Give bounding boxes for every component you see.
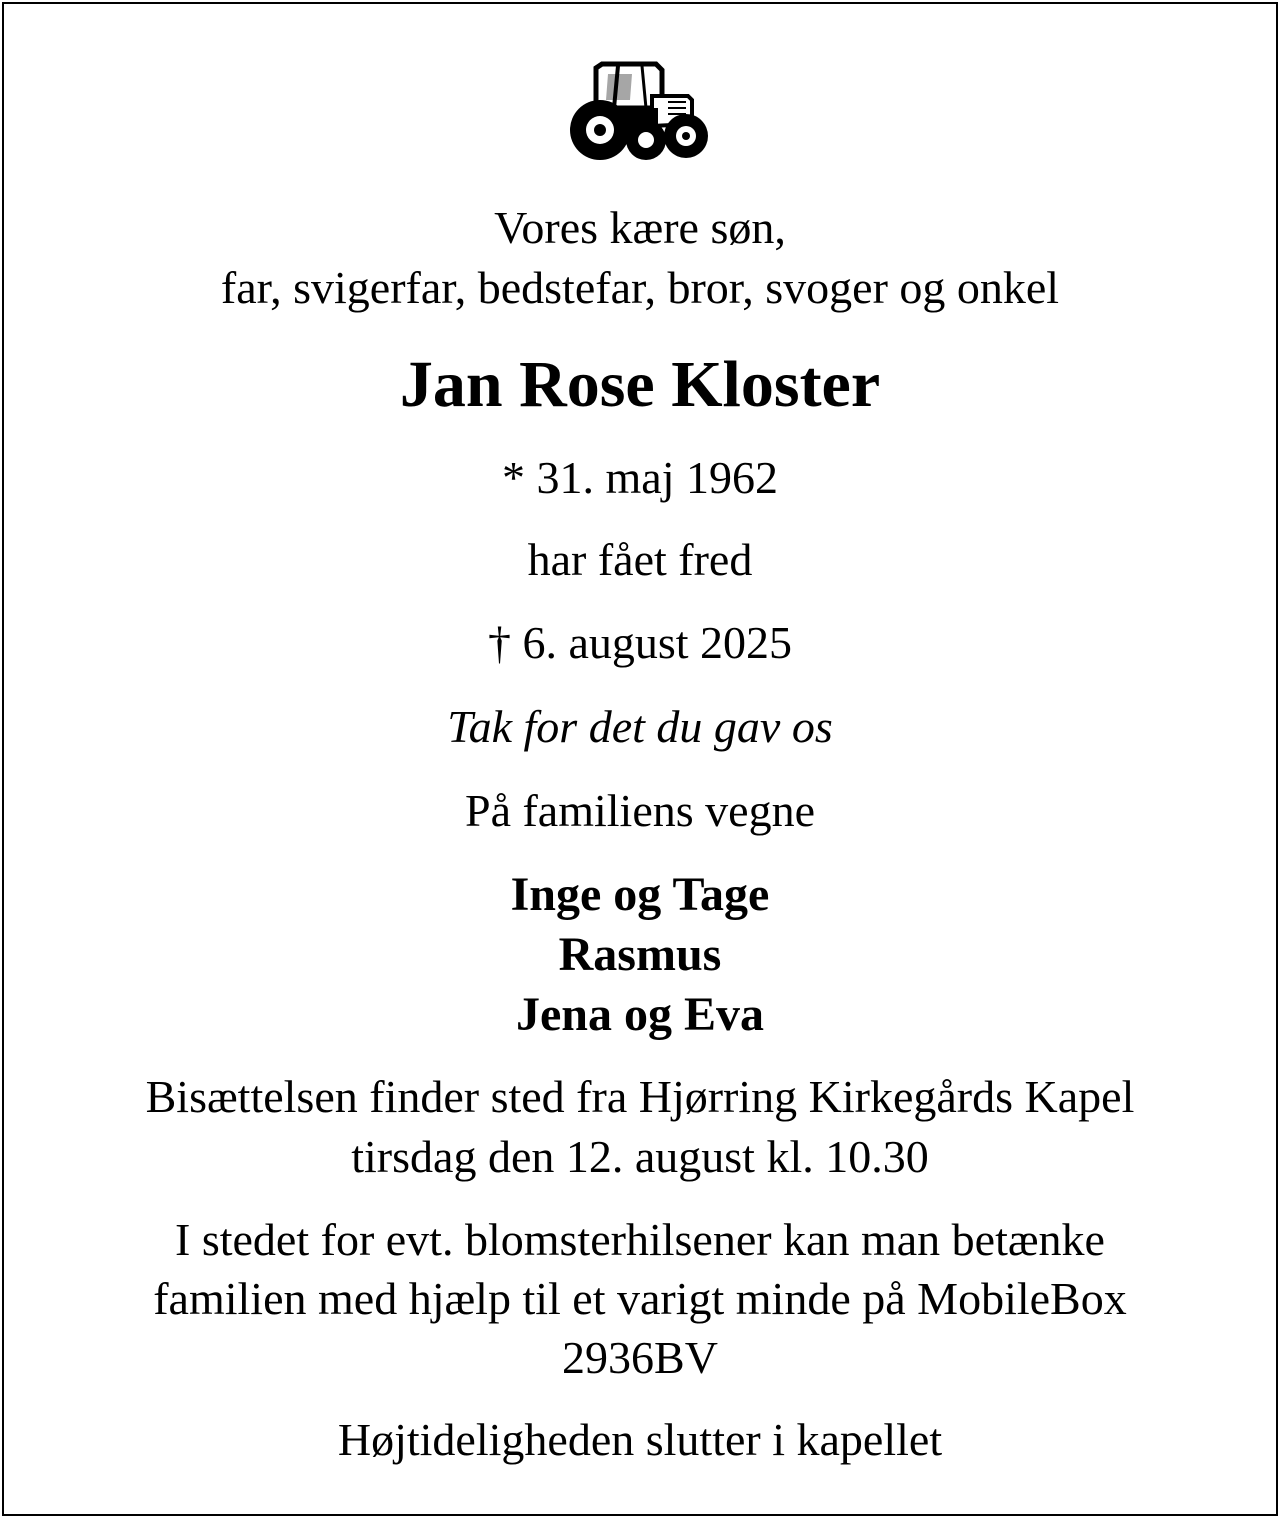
intro-line-1: Vores kære søn, xyxy=(494,202,786,253)
tractor-icon xyxy=(568,60,714,164)
deceased-name: Jan Rose Kloster xyxy=(399,348,881,421)
intro-line-2: far, svigerfar, bedstefar, bror, svoger og onkel xyxy=(220,262,1060,313)
funeral-line-2: tirsdag den 12. august kl. 10.30 xyxy=(351,1131,929,1182)
funeral-line-1: Bisættelsen finder sted fra Hjørring Kirkegårds Kapel xyxy=(145,1071,1135,1122)
donation-line-2: familien med hjælp til et varigt minde på MobileBox xyxy=(153,1273,1127,1324)
donation-line-3: 2936BV xyxy=(562,1332,718,1383)
family-member-2: Rasmus xyxy=(558,928,722,981)
behalf-text: På familiens vegne xyxy=(464,785,815,836)
donation-line-1: I stedet for evt. blomsterhilsener kan man betænke xyxy=(175,1214,1105,1265)
closing-text: Højtideligheden slutter i kapellet xyxy=(337,1414,943,1465)
family-member-3: Jena og Eva xyxy=(515,988,764,1041)
thanks-text: Tak for det du gav os xyxy=(447,701,833,752)
death-date: † 6. august 2025 xyxy=(487,617,793,668)
family-member-1: Inge og Tage xyxy=(510,868,770,921)
peace-text: har fået fred xyxy=(527,534,753,585)
birth-date: * 31. maj 1962 xyxy=(502,452,778,503)
